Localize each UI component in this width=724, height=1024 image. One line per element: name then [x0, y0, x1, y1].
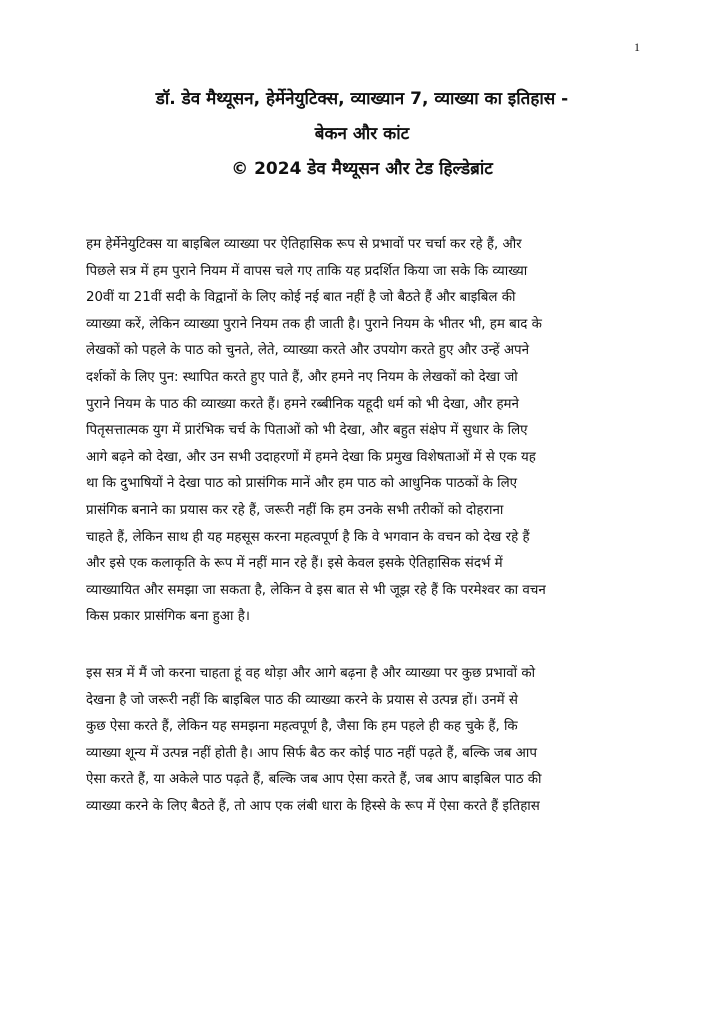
text-line: पुराने नियम के पाठ की व्याख्या करते हैं। हमने रब्बीनिक यहूदी धर्म को भी देखा, और हमने	[86, 396, 519, 412]
text-line: व्याख्या करें, लेकिन व्याख्या पुराने नियम तक ही जाती है। पुराने नियम के भीतर भी, हम बाद के	[86, 316, 542, 332]
document-title	[70, 82, 654, 187]
text-line: किस प्रकार प्रासंगिक बना हुआ है।	[86, 609, 250, 625]
text-line: पिछले सत्र में हम पुराने नियम में वापस चले गए ताकि यह प्रदर्शित किया जा सके कि व्याख्या	[86, 263, 528, 279]
text-line: 20वीं या 21वीं सदी के विद्वानों के लिए कोई नई बात नहीं है जो बैठते हैं और बाइबिल की	[86, 290, 516, 306]
text-line: दर्शकों के लिए पुन: स्थापित करते हुए पाते हैं, और हमने नए नियम के लेखकों को देखा जो	[86, 369, 518, 385]
title-line-2: बेकन और कांट	[314, 124, 410, 144]
paragraph-1	[86, 232, 652, 631]
text-line: हम हेर्मेनेयुटिक्स या बाइबिल व्याख्या पर ऐतिहासिक रूप से प्रभावों पर चर्चा कर रहे हैं, और	[86, 237, 522, 252]
title-line-1: डॉ. डेव मैथ्यूसन, हेर्मेनेयुटिक्स, व्याख्यान 7, व्याख्या का इतिहास -	[155, 89, 569, 109]
text-line: लेखकों को पहले के पाठ को चुनते, लेते, व्याख्या करते और उपयोग करते हुए और उन्हें अपने	[86, 343, 530, 359]
text-line: था कि दुभाषियों ने देखा पाठ को प्रासंगिक मानें और हम पाठ को आधुनिक पाठकों के लिए	[86, 476, 518, 492]
document-body	[86, 232, 652, 850]
text-line: व्याख्या करने के लिए बैठते हैं, तो आप एक लंबी धारा के हिस्से के रूप में ऐसा करते हैं इतिहास	[86, 798, 540, 814]
text-line: कुछ ऐसा करते हैं, लेकिन यह समझना महत्वपूर्ण है, जैसा कि हम पहले ही कह चुके हैं, कि	[86, 719, 518, 735]
text-line: पितृसत्तात्मक युग में प्रारंभिक चर्च के पिताओं को भी देखा, और बहुत संक्षेप में सुधार के लिए	[86, 423, 528, 439]
page-number: 1	[634, 40, 640, 54]
text-line: देखना है जो जरूरी नहीं कि बाइबिल पाठ की व्याख्या करने के प्रयास से उत्पन्न हों। उनमें से	[86, 692, 518, 708]
text-line: व्याख्यायित और समझा जा सकता है, लेकिन वे इस बात से भी जूझ रहे हैं कि परमेश्वर का वचन	[86, 582, 546, 598]
text-line: इस सत्र में मैं जो करना चाहता हूं वह थोड़ा और आगे बढ़ना है और व्याख्या पर कुछ प्रभावों को	[86, 665, 536, 681]
text-line: चाहते हैं, लेकिन साथ ही यह महसूस करना महत्वपूर्ण है कि वे भगवान के वचन को देख रहे हैं	[86, 529, 530, 545]
text-line: व्याख्या शून्य में उत्पन्न नहीं होती है। आप सिर्फ बैठ कर कोई पाठ नहीं पढ़ते हैं, बल्कि जब आप	[86, 745, 537, 761]
copyright-line: © 2024 डेव मैथ्यूसन और टेड हिल्डेब्रांट	[231, 159, 493, 179]
text-line: और इसे एक कलाकृति के रूप में नहीं मान रहे हैं। इसे केवल इसके ऐतिहासिक संदर्भ में	[86, 556, 503, 572]
text-line: ऐसा करते हैं, या अकेले पाठ पढ़ते हैं, बल्कि जब आप ऐसा करते हैं, जब आप बाइबिल पाठ की	[86, 772, 542, 788]
text-line: आगे बढ़ने को देखा, और उन सभी उदाहरणों में हमने देखा कि प्रमुख विशेषताओं में से एक यह	[86, 449, 536, 465]
paragraph-2	[86, 661, 652, 821]
text-line: प्रासंगिक बनाने का प्रयास कर रहे हैं, जरूरी नहीं कि हम उनके सभी तरीकों को दोहराना	[86, 502, 504, 518]
